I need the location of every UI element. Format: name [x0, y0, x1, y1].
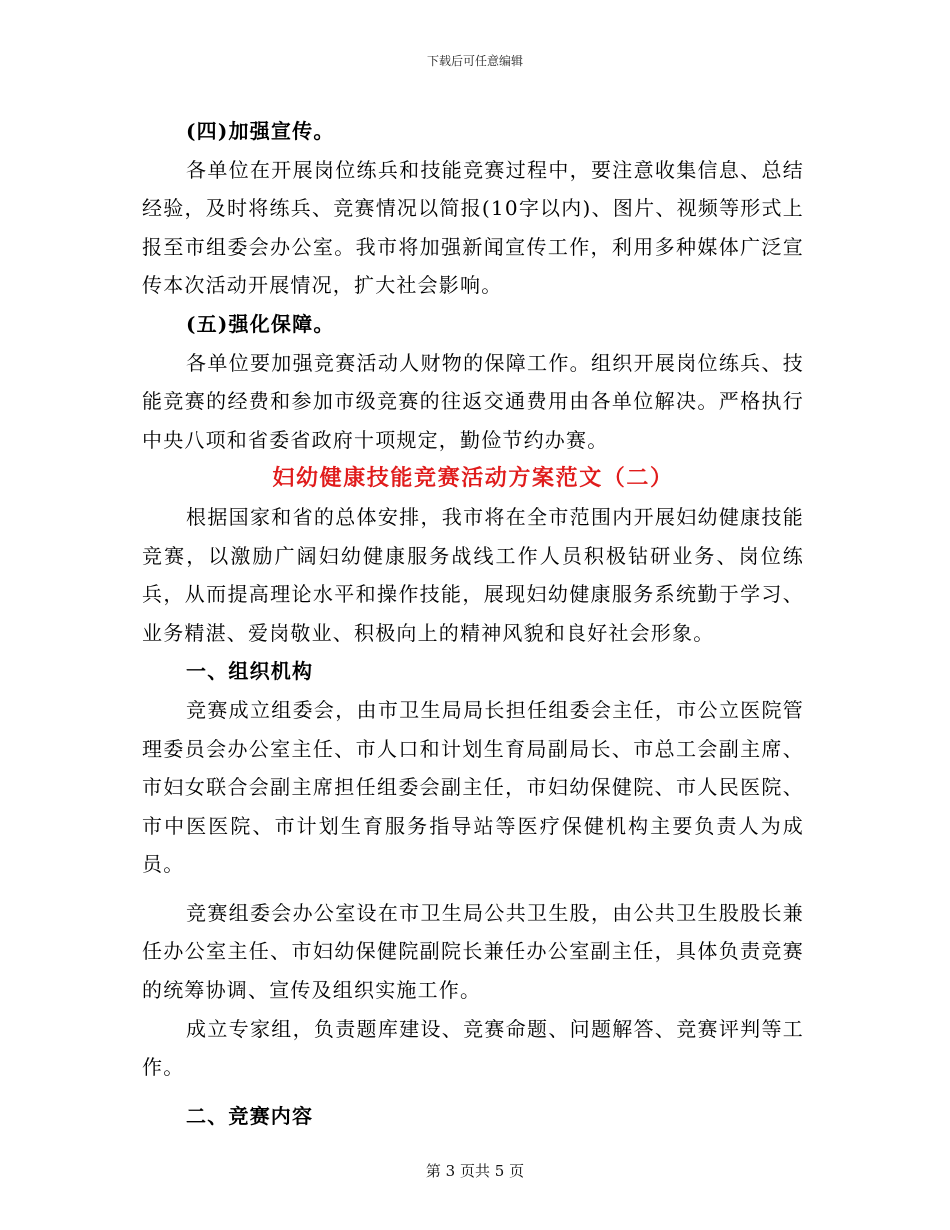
page-header: 下载后可任意编辑 — [426, 54, 523, 68]
paragraph-publicity: 各单位在开展岗位练兵和技能竞赛过程中，要注意收集信息、总结经验，及时将练兵、竞赛情况以简报(10字以内)、图片、视频等形式上报至市组委会办公室。我市将加强新闻宣传工作，利用多种媒体广泛宣传本次活动开展情况，扩大社会影响。 — [142, 157, 804, 298]
section-heading-content: 二、竞赛内容 — [186, 1103, 314, 1128]
document-title: 妇幼健康技能竞赛活动方案范文（二） — [272, 465, 674, 492]
paragraph-organization-2: 竞赛组委会办公室设在市卫生局公共卫生股，由公共卫生股股长兼任办公室主任、市妇幼保健院副院长兼任办公室副主任，具体负责竞赛的统筹协调、宣传及组织实施工作。 — [142, 900, 804, 1003]
page-footer: 第 3 页共 5 页 — [425, 1162, 525, 1180]
document-body — [142, 112, 804, 1135]
section-heading-publicity: (四)加强宣传。 — [186, 119, 335, 143]
paragraph-organization-3: 成立专家组，负责题库建设、竞赛命题、问题解答、竞赛评判等工作。 — [142, 1016, 804, 1080]
section-heading-guarantee: (五)强化保障。 — [186, 311, 335, 336]
paragraph-intro: 根据国家和省的总体安排，我市将在全市范围内开展妇幼健康技能竞赛，以激励广阔妇幼健康服务战线工作人员积极钻研业务、岗位练兵，从而提高理论水平和操作技能，展现妇幼健康服务系统勤于学习、业务精湛、爱岗敬业、积极向上的精神风貌和良好社会形象。 — [142, 504, 804, 645]
section-heading-organization: 一、组织机构 — [186, 659, 314, 684]
paragraph-guarantee: 各单位要加强竞赛活动人财物的保障工作。组织开展岗位练兵、技能竞赛的经费和参加市级竞赛的往返交通费用由各单位解决。严格执行中央八项和省委省政府十项规定，勤俭节约办赛。 — [142, 350, 804, 452]
paragraph-organization-1: 竞赛成立组委会，由市卫生局局长担任组委会主任，市公立医院管理委员会办公室主任、市人口和计划生育局副局长、市总工会副主席、市妇女联合会副主席担任组委会副主任，市妇幼保健院、市人民医院、市中医医院、市计划生育服务指导站等医疗保健机构主要负责人为成员。 — [142, 697, 804, 877]
